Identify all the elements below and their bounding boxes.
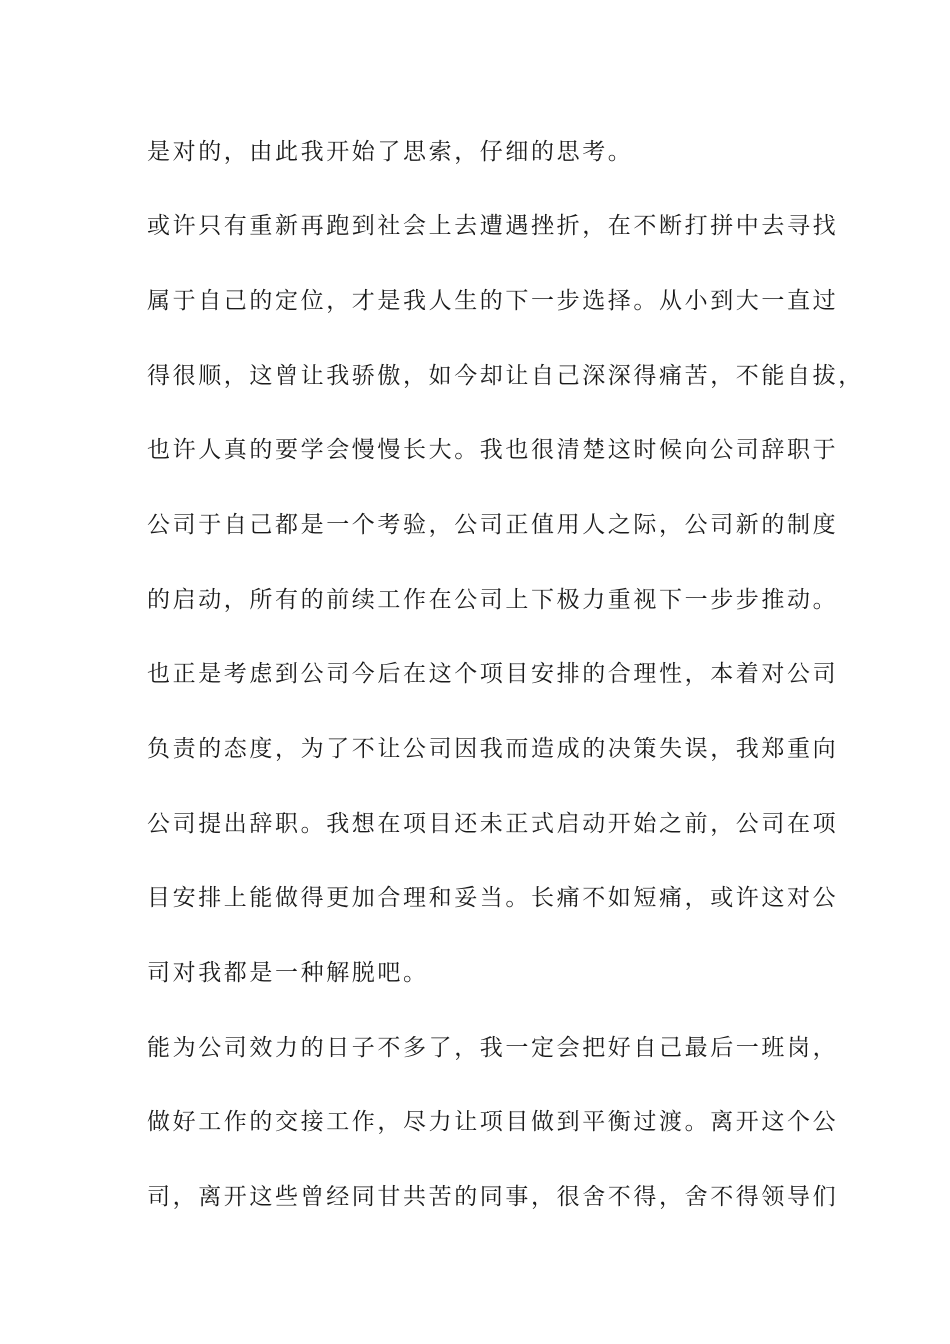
text-line: 公司提出辞职。我想在项目还未正式启动开始之前，公司在项 bbox=[147, 811, 839, 837]
text-line: 能为公司效力的日子不多了，我一定会把好自己最后一班岗， bbox=[147, 1035, 839, 1061]
text-line: 公司于自己都是一个考验，公司正值用人之际，公司新的制度 bbox=[147, 512, 839, 538]
text-line: 也许人真的要学会慢慢长大。我也很清楚这时候向公司辞职于 bbox=[147, 437, 839, 463]
text-line: 司，离开这些曾经同甘共苦的同事，很舍不得，舍不得领导们 bbox=[147, 1184, 839, 1210]
text-line: 是对的，由此我开始了思索，仔细的思考。 bbox=[147, 139, 634, 165]
text-line: 得很顺，这曾让我骄傲，如今却让自己深深得痛苦，不能自拔， bbox=[147, 363, 864, 389]
text-line: 的启动，所有的前续工作在公司上下极力重视下一步步推动。 bbox=[147, 587, 839, 613]
text-line: 属于自己的定位，才是我人生的下一步选择。从小到大一直过 bbox=[147, 288, 839, 314]
text-line: 负责的态度，为了不让公司因我而造成的决策失误，我郑重向 bbox=[147, 736, 839, 762]
text-line: 做好工作的交接工作，尽力让项目做到平衡过渡。离开这个公 bbox=[147, 1109, 839, 1135]
text-line: 目安排上能做得更加合理和妥当。长痛不如短痛，或许这对公 bbox=[147, 885, 839, 911]
text-line: 也正是考虑到公司今后在这个项目安排的合理性，本着对公司 bbox=[147, 661, 839, 687]
text-line: 或许只有重新再跑到社会上去遭遇挫折，在不断打拼中去寻找 bbox=[147, 213, 839, 239]
text-line: 司对我都是一种解脱吧。 bbox=[147, 960, 429, 986]
